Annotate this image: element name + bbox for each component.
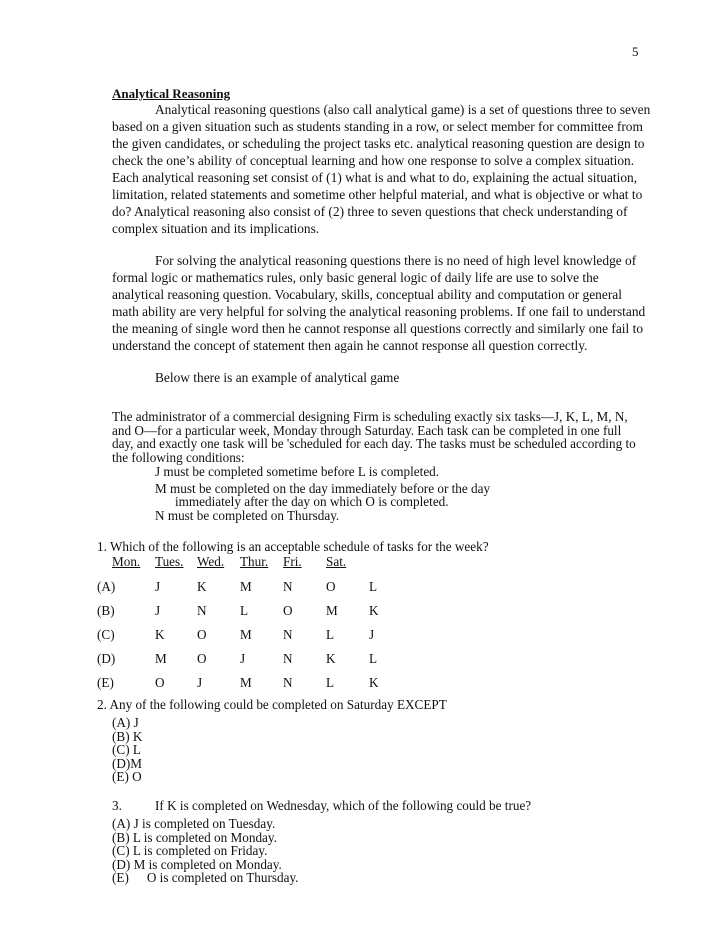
task-cell: M [240, 675, 252, 690]
task-cell: N [283, 675, 293, 690]
para-line: the meaning of single word then he cannot response all questions correctly and similarly one fail to [112, 321, 644, 336]
task-cell: K [326, 651, 336, 666]
answer-option: (C) L is completed on Friday. [112, 843, 268, 858]
condition-item: N must be completed on Thursday. [155, 507, 340, 523]
para-line: analytical reasoning question. Vocabulary, skills, conceptual ability and computation or general [112, 287, 622, 302]
option-label: (C) [97, 627, 115, 642]
answer-option [112, 871, 298, 885]
task-cell: O [197, 651, 207, 666]
para-line: For solving the analytical reasoning questions there is no need of high level knowledge of [155, 253, 637, 268]
task-cell: O [155, 675, 165, 690]
task-cell: J [197, 675, 203, 690]
condition-item: M must be completed on the day immediately before or the day [155, 480, 491, 496]
task-cell: J [369, 627, 375, 642]
task-cell: L [369, 651, 378, 666]
answer-option: (A) J is completed on Tuesday. [112, 816, 276, 831]
para-line: Analytical reasoning questions (also call analytical game) is a set of questions three to seven [155, 102, 651, 117]
day-header: Mon. [112, 554, 141, 569]
scenario-line: The administrator of a commercial designing Firm is scheduling exactly six tasks—J, K, L, M, N, [112, 409, 628, 424]
task-cell: N [283, 627, 293, 642]
para-line: do? Analytical reasoning also consist of (2) three to seven questions that check understanding of [112, 204, 628, 219]
page-number: 5 [632, 44, 639, 59]
task-cell: K [369, 675, 379, 690]
task-cell: L [326, 675, 335, 690]
day-header: Wed. [197, 554, 225, 569]
task-cell: K [197, 579, 207, 594]
task-cell: O [197, 627, 207, 642]
task-cell: O [326, 579, 336, 594]
question-3-options [112, 817, 298, 885]
scenario-line: and O—for a particular week, Monday through Saturday. Each task can be completed in one full [112, 422, 622, 438]
condition-item: J must be completed sometime before L is completed. [155, 464, 440, 479]
day-header: Thur. [240, 554, 269, 569]
question-3-number: 3. [112, 798, 122, 813]
day-header: Tues. [155, 554, 184, 569]
task-cell: M [240, 579, 252, 594]
answer-option-text: O is completed on Thursday. [146, 870, 299, 885]
task-cell: N [197, 603, 207, 618]
example-intro [112, 369, 687, 386]
para-line: understand the concept of statement then again he cannot response all question correctly. [112, 338, 588, 353]
day-header: Fri. [283, 554, 302, 569]
task-cell: L [240, 603, 249, 618]
answer-option: (A) J [112, 715, 139, 730]
para-line: limitation, related statements and sometime other helpful material, and what is objective or what to [112, 187, 643, 202]
answer-option-label: (E) [112, 870, 129, 885]
task-cell: K [155, 627, 165, 642]
conditions-list [155, 465, 490, 522]
task-cell: O [283, 603, 293, 618]
answer-option: (B) K [112, 728, 143, 744]
task-cell: N [283, 579, 293, 594]
para-line: based on a given situation such as students standing in a row, or select member for committee from [112, 119, 643, 134]
scenario-paragraph [112, 410, 687, 464]
answer-option: (B) L is completed on Monday. [112, 829, 277, 845]
intro-paragraph [112, 101, 687, 237]
para-line: the given candidates, or scheduling the project tasks etc. analytical reasoning question are design to [112, 136, 645, 151]
solving-paragraph [112, 252, 687, 354]
task-cell: J [240, 651, 246, 666]
task-cell: M [240, 627, 252, 642]
task-cell: L [326, 627, 335, 642]
question-2-options [112, 716, 142, 784]
day-header: Sat. [326, 554, 347, 569]
section-title: Analytical Reasoning [112, 86, 231, 101]
task-cell: K [369, 603, 379, 618]
condition-item: immediately after the day on which O is completed. [175, 494, 449, 509]
scenario-line: day, and exactly one task will be 'scheduled for each day. The tasks must be scheduled according to [112, 436, 636, 451]
answer-option: (D) M is completed on Monday. [112, 856, 282, 872]
option-label: (B) [97, 603, 115, 618]
task-cell: J [155, 603, 161, 618]
task-cell: N [283, 651, 293, 666]
para-line: Each analytical reasoning set consist of (1) what is and what to do, explaining the actual situation, [112, 170, 638, 185]
para-line: check the one’s ability of conceptual learning and how one response to solve a complex situation. [112, 153, 635, 168]
option-label: (A) [97, 579, 116, 594]
para-line: Below there is an example of analytical game [155, 370, 400, 385]
para-line: math ability are very helpful for solving the analytical reasoning problems. If one fail to understand [112, 304, 646, 319]
task-cell: M [326, 603, 338, 618]
task-cell: J [155, 579, 161, 594]
question-1-text: 1. Which of the following is an acceptable schedule of tasks for the week? [97, 539, 489, 554]
answer-option: (E) O [112, 769, 142, 784]
option-label: (D) [97, 651, 116, 666]
para-line: complex situation and its implications. [112, 221, 320, 236]
task-cell: M [155, 651, 167, 666]
answer-option: (D)M [112, 755, 143, 771]
scenario-line: the following conditions: [112, 449, 245, 465]
task-cell: L [369, 579, 378, 594]
option-label: (E) [97, 675, 114, 690]
para-line: formal logic or mathematics rules, only basic general logic of daily life are use to solve the [112, 270, 599, 285]
question-2-text: 2. Any of the following could be completed on Saturday EXCEPT [97, 697, 447, 712]
question-3-text: If K is completed on Wednesday, which of the following could be true? [155, 798, 532, 813]
answer-option: (C) L [112, 742, 141, 757]
